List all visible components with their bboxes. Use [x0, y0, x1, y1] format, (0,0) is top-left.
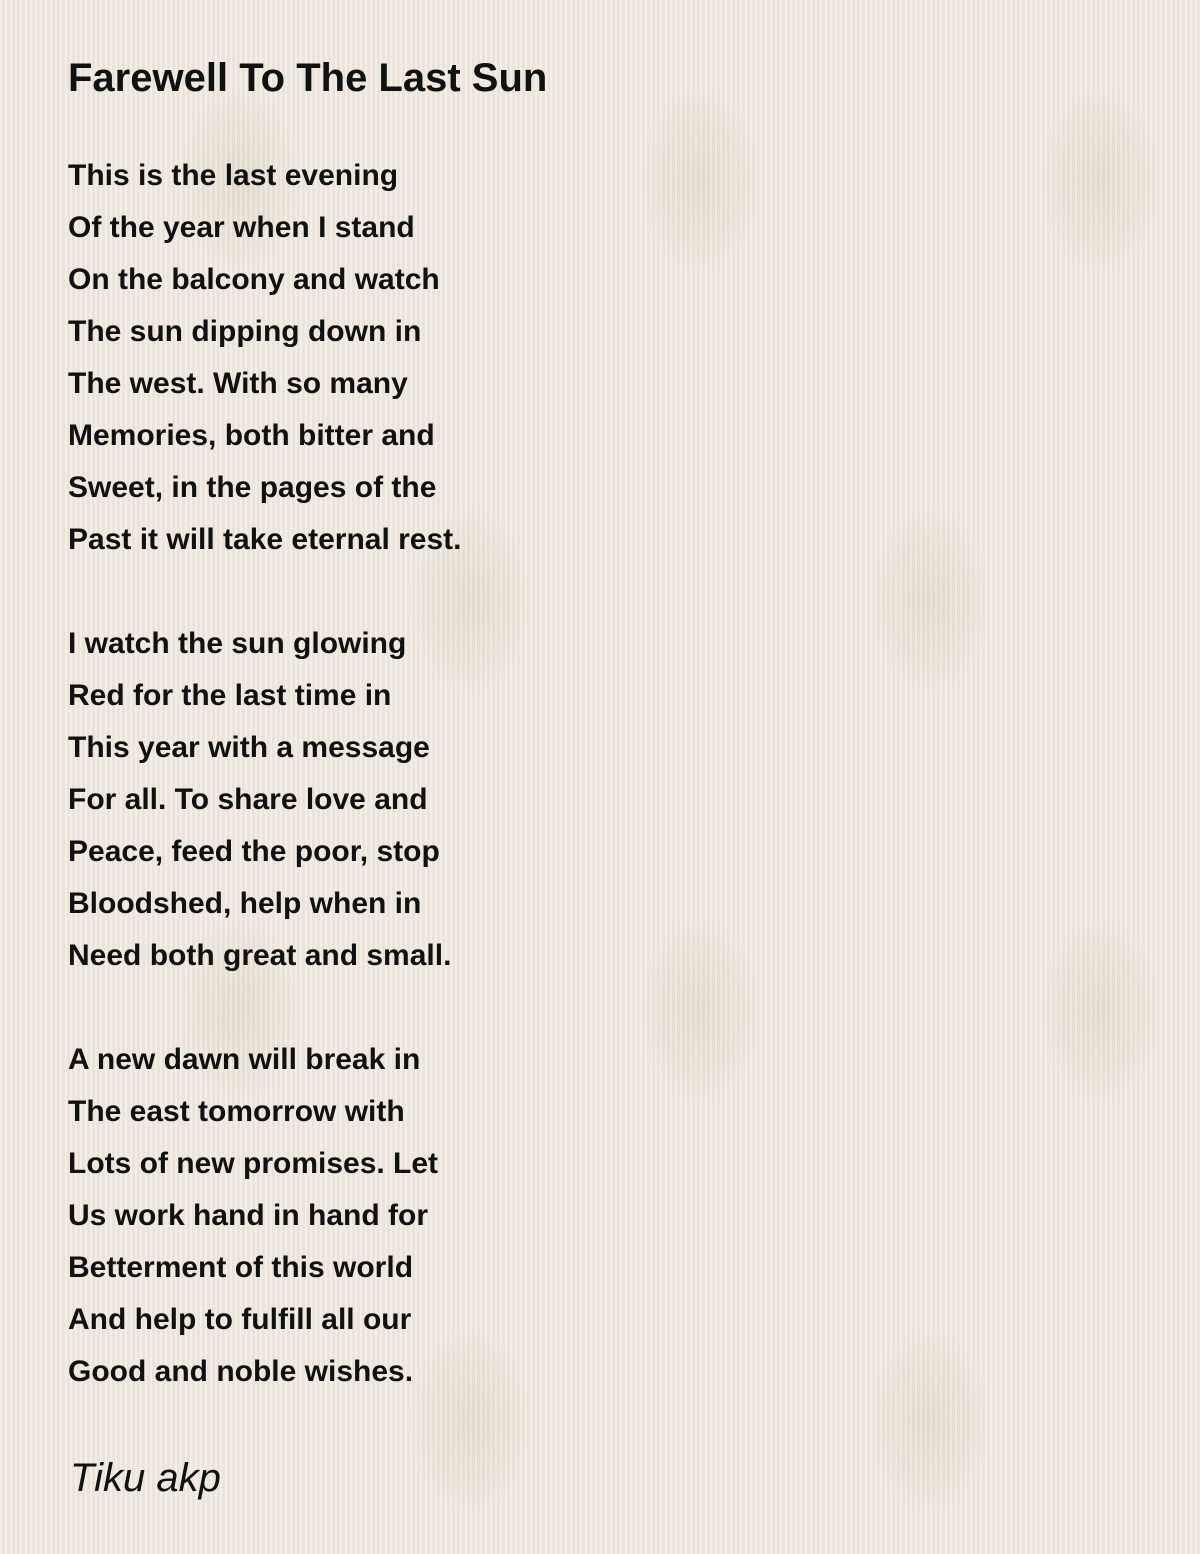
poem-line: Peace, feed the poor, stop [68, 835, 440, 868]
stanza-2 [68, 618, 462, 982]
poem-line: On the balcony and watch [68, 263, 440, 296]
poem-line: This is the last evening [68, 159, 399, 192]
poem-line: Past it will take eternal rest. [68, 523, 462, 556]
poem-line: The east tomorrow with [68, 1095, 405, 1128]
poem-line: Red for the last time in [68, 679, 392, 712]
poem-line: For all. To share love and [68, 783, 428, 816]
stanza-3 [68, 1034, 462, 1398]
poem-line: Sweet, in the pages of the [68, 471, 437, 504]
stanza-1 [68, 150, 462, 566]
poem-line: Good and noble wishes. [68, 1355, 414, 1388]
poem-line: The sun dipping down in [68, 315, 422, 348]
poem-line: This year with a message [68, 731, 430, 764]
poem-author: Tiku akp [70, 1456, 221, 1500]
poem-line: Betterment of this world [68, 1251, 414, 1284]
poem-title: Farewell To The Last Sun [68, 56, 548, 100]
poem-body [68, 150, 462, 1450]
poem-line: And help to fulfill all our [68, 1303, 412, 1336]
poem-line: The west. With so many [68, 367, 408, 400]
poem-line: Bloodshed, help when in [68, 887, 422, 920]
poem-line: I watch the sun glowing [68, 627, 407, 660]
poem-line: Us work hand in hand for [68, 1199, 429, 1232]
poem-line: Need both great and small. [68, 939, 452, 972]
poem-line: A new dawn will break in [68, 1043, 421, 1076]
poem-line: Of the year when I stand [68, 211, 415, 244]
poem-line: Memories, both bitter and [68, 419, 435, 452]
poem-line: Lots of new promises. Let [68, 1147, 439, 1180]
